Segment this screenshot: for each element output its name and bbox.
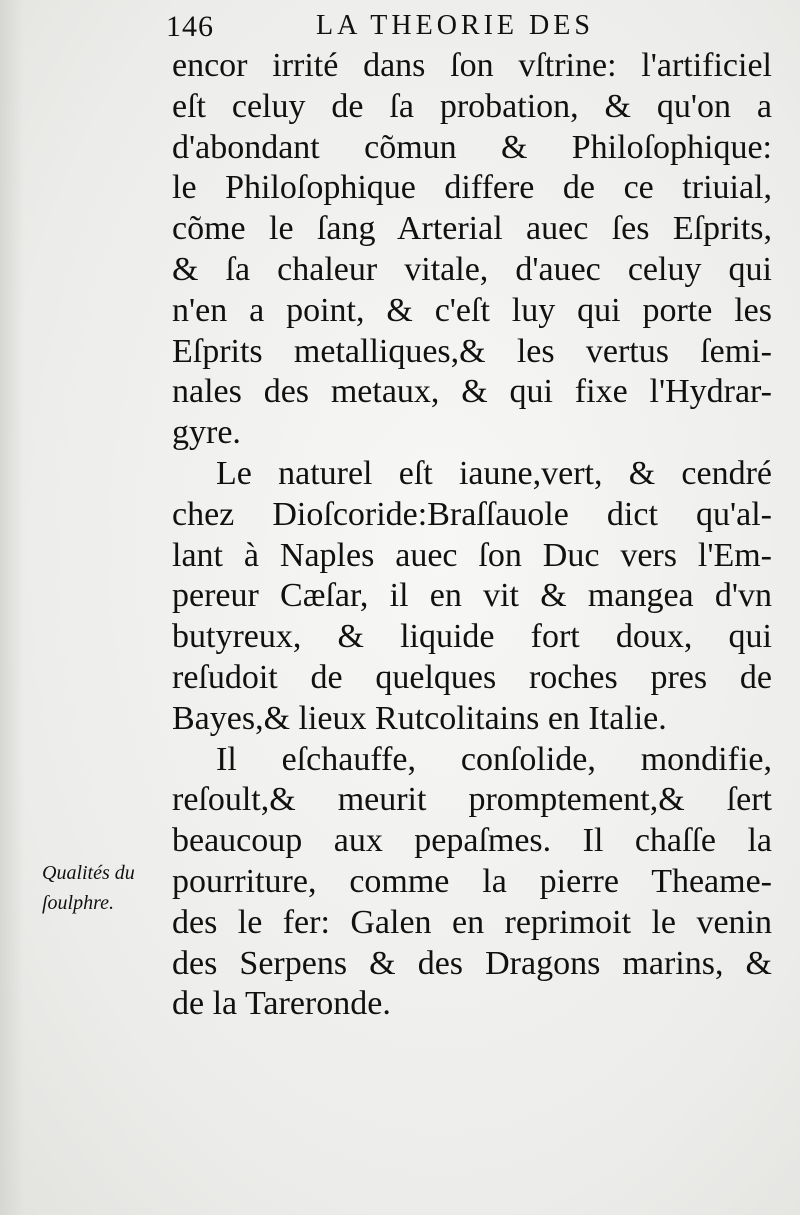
body-text (172, 46, 772, 1025)
text-line: reſoult,& meurit promptement,& ſert (172, 781, 772, 819)
page-number: 146 (166, 10, 214, 43)
text-line: beaucoup aux pepaſmes. Il chaſſe la (172, 822, 772, 860)
text-line: Il eſchauffe, conſolide, mondifie, (216, 740, 772, 778)
text-line: de la Tareronde. (172, 985, 391, 1023)
paragraph-3 (172, 740, 772, 1026)
text-line: pereur Cæſar, il en vit & mangea d'vn (172, 577, 772, 615)
paragraph-2 (172, 454, 772, 740)
text-line: eſt celuy de ſa probation, & qu'on a (172, 87, 772, 125)
text-line: cõme le ſang Arterial auec ſes Eſprits, (172, 210, 772, 248)
text-line: lant à Naples auec ſon Duc vers l'Em- (172, 536, 772, 574)
text-line: chez Dioſcoride:Braſſauole dict qu'al- (172, 495, 772, 533)
page-header (166, 6, 766, 46)
running-head: LA THEORIE DES (316, 10, 594, 41)
text-line: butyreux, & liquide fort doux, qui (172, 618, 772, 656)
margin-note-line: ſoulphre. (42, 892, 115, 914)
text-line: gyre. (172, 414, 241, 452)
page-gutter-shadow (0, 0, 24, 1215)
text-line: des le fer: Galen en reprimoit le venin (172, 903, 772, 941)
text-line: nales des metaux, & qui fixe l'Hydrar- (172, 373, 772, 411)
text-line: Eſprits metalliques,& les vertus ſemi- (172, 332, 772, 370)
paragraph-1 (172, 46, 772, 454)
text-line: Le naturel eſt iaune,vert, & cendré (216, 454, 772, 492)
text-line: le Philoſophique differe de ce triuial, (172, 169, 772, 207)
text-line: n'en a point, & c'eſt luy qui porte les (172, 291, 772, 329)
text-line: & ſa chaleur vitale, d'auec celuy qui (172, 250, 772, 288)
margin-note (42, 858, 172, 918)
text-line: reſudoit de quelques roches pres de (172, 658, 772, 696)
margin-note-line: Qualités du (42, 862, 135, 884)
text-line: des Serpens & des Dragons marins, & (172, 944, 772, 982)
text-line: Bayes,& lieux Rutcolitains en Italie. (172, 699, 667, 737)
text-line: pourriture, comme la pierre Theame- (172, 862, 772, 900)
text-line: encor irrité dans ſon vſtrine: l'artificiel (172, 47, 772, 84)
text-line: d'abondant cõmun & Philoſophique: (172, 128, 772, 166)
